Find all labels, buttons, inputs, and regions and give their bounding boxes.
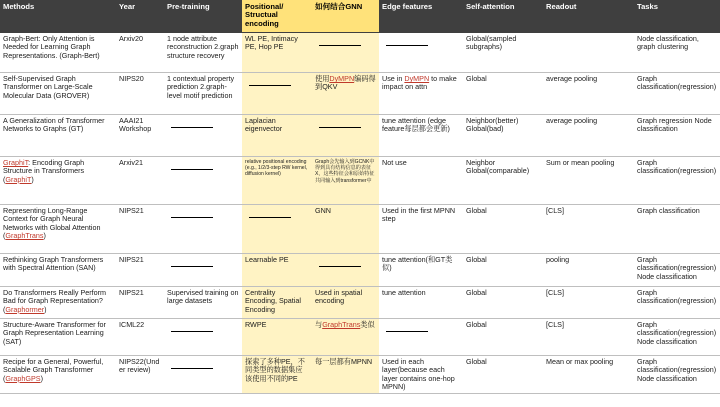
tasks-cell: Graph classification(regression) Node classification xyxy=(634,254,720,287)
col-self-attention: Self-attention xyxy=(463,0,543,33)
edge-cell: tune attention xyxy=(379,287,463,319)
table-row xyxy=(0,115,720,157)
edge-text: Use in xyxy=(382,74,405,83)
positional-cell: relative positional encoding (e.g., 1/2/3-step RW kernel, diffusion kernel) xyxy=(242,157,312,205)
year-cell: NIPS21 xyxy=(116,205,164,254)
method-text: ) xyxy=(40,373,43,383)
method-link[interactable]: GraphiT xyxy=(3,158,29,167)
method-cell: Structure-Aware Transformer for Graph Representation Learning (SAT) xyxy=(0,319,116,356)
gnn-cell xyxy=(312,319,379,356)
empty-dash xyxy=(171,169,213,170)
edge-cell: Used in each layer(because each layer contains one-hop MPNN) xyxy=(379,356,463,394)
pretraining-cell xyxy=(164,205,242,254)
selfattn-cell: Global xyxy=(463,287,543,319)
selfattn-cell: Global xyxy=(463,205,543,254)
col-year: Year xyxy=(116,0,164,33)
method-cell: Graph-Bert: Only Attention is Needed for Learning Graph Representations. (Graph-Bert) xyxy=(0,33,116,73)
method-text: ) xyxy=(43,231,46,241)
table-row xyxy=(0,157,720,205)
gnn-cell xyxy=(312,33,379,73)
table-row xyxy=(0,254,720,287)
positional-cell xyxy=(242,73,312,115)
table-row xyxy=(0,319,720,356)
positional-cell: Learnable PE xyxy=(242,254,312,287)
positional-cell: 探索了多种PE，不同类型的数据集应该使用不同的PE xyxy=(242,356,312,394)
gnn-text: 类似 xyxy=(360,320,375,329)
gnn-cell xyxy=(312,73,379,115)
gnn-cell: 每一层都有MPNN xyxy=(312,356,379,394)
readout-cell: average pooling xyxy=(543,115,634,157)
method-text: Recipe for a General, Powerful, Scalable Graph Transformer ( xyxy=(3,357,104,383)
readout-cell: Mean or max pooling xyxy=(543,356,634,394)
method-text: ) xyxy=(44,304,47,314)
empty-dash xyxy=(171,266,213,267)
method-text: : Encoding Graph Structure in Transformers ( xyxy=(3,158,85,184)
selfattn-cell: Global xyxy=(463,73,543,115)
readout-cell xyxy=(543,33,634,73)
readout-cell: [CLS] xyxy=(543,319,634,356)
readout-cell: average pooling xyxy=(543,73,634,115)
edge-link[interactable]: DyMPN xyxy=(404,74,430,83)
edge-cell xyxy=(379,319,463,356)
gnn-cell xyxy=(312,115,379,157)
method-link[interactable]: Graphormer xyxy=(5,304,45,314)
empty-dash xyxy=(386,331,428,332)
pretraining-cell xyxy=(164,356,242,394)
year-cell: NIPS21 xyxy=(116,254,164,287)
col-methods: Methods xyxy=(0,0,116,33)
tasks-cell: Graph classification(regression) Node classification xyxy=(634,319,720,356)
edge-cell xyxy=(379,33,463,73)
method-cell: Rethinking Graph Transformers with Spectral Attention (SAN) xyxy=(0,254,116,287)
edge-cell: tune attention (edge feature每层都会更新) xyxy=(379,115,463,157)
method-link[interactable]: GraphTrans xyxy=(5,231,44,241)
tasks-cell: Graph classification(regression) xyxy=(634,157,720,205)
gnn-link[interactable]: DyMPN xyxy=(329,74,355,83)
col-tasks: Tasks xyxy=(634,0,720,33)
positional-cell: RWPE xyxy=(242,319,312,356)
edge-cell: Used in the first MPNN step xyxy=(379,205,463,254)
positional-cell: WL PE, Intimacy PE, Hop PE xyxy=(242,33,312,73)
year-cell: Arxiv21 xyxy=(116,157,164,205)
selfattn-cell: Global(sampled subgraphs) xyxy=(463,33,543,73)
method-link[interactable]: GraphGPS xyxy=(5,373,41,383)
pretraining-cell: 1 contextual property prediction 2.graph-level motif prediction xyxy=(164,73,242,115)
tasks-cell: Graph classification xyxy=(634,205,720,254)
pretraining-cell xyxy=(164,115,242,157)
year-cell: NIPS21 xyxy=(116,287,164,319)
table-row xyxy=(0,205,720,254)
edge-cell xyxy=(379,73,463,115)
positional-cell xyxy=(242,205,312,254)
col-pretraining: Pre-training xyxy=(164,0,242,33)
method-text: Do Transformers Really Perform Bad for Graph Representation? ( xyxy=(3,288,107,314)
method-cell xyxy=(0,287,116,319)
tasks-cell: Graph regression Node classification xyxy=(634,115,720,157)
pretraining-cell xyxy=(164,319,242,356)
method-cell: Self-Supervised Graph Transformer on Large-Scale Molecular Data (GROVER) xyxy=(0,73,116,115)
selfattn-cell: Global xyxy=(463,254,543,287)
col-readout: Readout xyxy=(543,0,634,33)
gnn-text: 编码得到QKV xyxy=(315,74,376,92)
empty-dash xyxy=(249,217,291,218)
empty-dash xyxy=(319,266,361,267)
gnn-link[interactable]: GraphTrans xyxy=(322,320,361,329)
table-row xyxy=(0,73,720,115)
col-positional-encoding: Positional/ Structual encoding xyxy=(242,0,312,33)
readout-cell: pooling xyxy=(543,254,634,287)
year-cell: Arxiv20 xyxy=(116,33,164,73)
tasks-cell: Graph classification(regression) xyxy=(634,73,720,115)
selfattn-cell: Neighbor Global(comparable) xyxy=(463,157,543,205)
method-cell: A Generalization of Transformer Networks to Graphs (GT) xyxy=(0,115,116,157)
method-cell xyxy=(0,356,116,394)
empty-dash xyxy=(319,45,361,46)
gnn-text: 与 xyxy=(315,320,323,329)
tasks-cell: Graph classification(regression) xyxy=(634,287,720,319)
table-row xyxy=(0,356,720,394)
readout-cell: [CLS] xyxy=(543,205,634,254)
header-row xyxy=(0,0,720,33)
gnn-cell: Graph会先输入到GCNK中得到具有结构信息的表征X，这些特征会和原始特征共同输入到transformer中 xyxy=(312,157,379,205)
method-link[interactable]: GraphiT xyxy=(5,174,32,184)
year-cell: NIPS20 xyxy=(116,73,164,115)
col-edge-features: Edge features xyxy=(379,0,463,33)
year-cell: NIPS22(Under review) xyxy=(116,356,164,394)
gnn-cell xyxy=(312,254,379,287)
empty-dash xyxy=(171,331,213,332)
method-cell xyxy=(0,205,116,254)
year-cell: ICML22 xyxy=(116,319,164,356)
empty-dash xyxy=(171,127,213,128)
col-gnn: 如何结合GNN xyxy=(312,0,379,33)
method-text: ) xyxy=(31,174,34,184)
pretraining-cell xyxy=(164,157,242,205)
year-cell: AAAI21 Workshop xyxy=(116,115,164,157)
method-text: Representing Long-Range Context for Graph Neural Networks with Global Attention ( xyxy=(3,206,101,241)
edge-cell: tune attention(和GT类似) xyxy=(379,254,463,287)
pretraining-cell xyxy=(164,254,242,287)
table-row xyxy=(0,287,720,319)
gnn-cell: Used in spatial encoding xyxy=(312,287,379,319)
gnn-text: 使用 xyxy=(315,74,330,83)
empty-dash xyxy=(319,127,361,128)
tasks-cell: Node classification, graph clustering xyxy=(634,33,720,73)
table-row xyxy=(0,33,720,73)
pretraining-cell: Supervised training on large datasets xyxy=(164,287,242,319)
empty-dash xyxy=(249,85,291,86)
selfattn-cell: Global xyxy=(463,356,543,394)
empty-dash xyxy=(171,217,213,218)
empty-dash xyxy=(386,45,428,46)
pretraining-cell: 1 node attribute reconstruction 2.graph structure recovery xyxy=(164,33,242,73)
readout-cell: Sum or mean pooling xyxy=(543,157,634,205)
edge-cell: Not use xyxy=(379,157,463,205)
gnn-cell: GNN xyxy=(312,205,379,254)
selfattn-cell: Global xyxy=(463,319,543,356)
edge-text: to make impact on attn xyxy=(382,74,457,92)
empty-dash xyxy=(171,368,213,369)
positional-cell: Laplacian eigenvector xyxy=(242,115,312,157)
method-cell xyxy=(0,157,116,205)
selfattn-cell: Neighbor(better) Global(bad) xyxy=(463,115,543,157)
positional-cell: Centrality Encoding, Spatial Encoding xyxy=(242,287,312,319)
tasks-cell: Graph classification(regression) Node classification xyxy=(634,356,720,394)
readout-cell: [CLS] xyxy=(543,287,634,319)
